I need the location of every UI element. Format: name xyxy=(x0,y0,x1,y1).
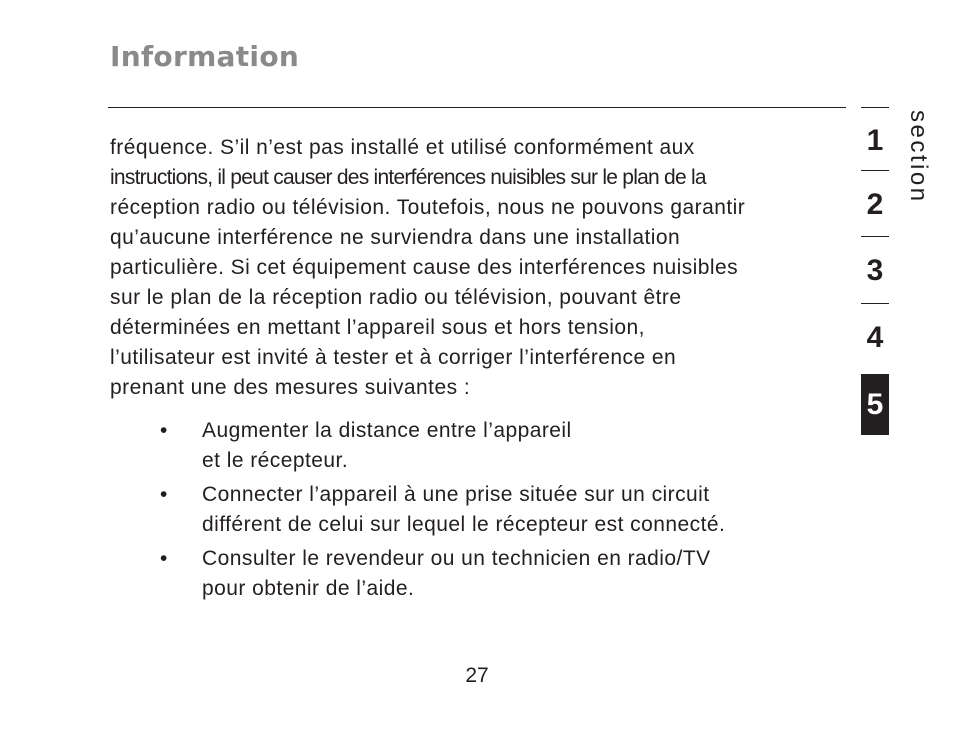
section-tab-3[interactable]: 3 xyxy=(866,254,884,287)
section-divider xyxy=(861,236,889,237)
bullet-marker: • xyxy=(160,547,168,570)
body-line: réception radio ou télévision. Toutefois, nous ne pouvons garantir xyxy=(110,196,746,219)
list-item-line: différent de celui sur lequel le récepteur est connecté. xyxy=(202,513,726,536)
section-tab-2[interactable]: 2 xyxy=(866,188,884,221)
list-item-line: Consulter le revendeur ou un technicien en radio/TV xyxy=(202,547,711,570)
bullet-list xyxy=(160,416,860,608)
body-line: sur le plan de la réception radio ou télévision, pouvant être xyxy=(110,286,682,309)
section-tab-4[interactable]: 4 xyxy=(866,321,884,354)
bullet-marker: • xyxy=(160,483,168,506)
section-divider xyxy=(861,303,889,304)
header-divider xyxy=(108,107,846,108)
body-paragraph xyxy=(110,133,850,403)
list-item-line: Augmenter la distance entre l’appareil xyxy=(202,419,572,442)
list-item-line: Connecter l’appareil à une prise située sur un circuit xyxy=(202,483,710,506)
list-item-line: et le récepteur. xyxy=(202,449,349,472)
section-label: section xyxy=(905,110,932,204)
list-item-line: pour obtenir de l’aide. xyxy=(202,577,415,600)
section-divider xyxy=(861,107,889,108)
list-item xyxy=(160,544,860,604)
list-item xyxy=(160,480,860,540)
body-line: prenant une des mesures suivantes : xyxy=(110,376,471,399)
body-line: qu’aucune interférence ne surviendra dans une installation xyxy=(110,226,681,249)
body-line: l’utilisateur est invité à tester et à corriger l’interférence en xyxy=(110,346,677,369)
body-line: particulière. Si cet équipement cause des interférences nuisibles xyxy=(110,256,739,279)
section-tab-1[interactable]: 1 xyxy=(866,124,884,157)
page-number: 27 xyxy=(465,664,489,687)
list-item xyxy=(160,416,860,476)
body-line: instructions, il peut causer des interférences nuisibles sur le plan de la xyxy=(110,166,706,189)
section-tab-5[interactable]: 5 xyxy=(861,374,889,435)
body-line: déterminées en mettant l’appareil sous et hors tension, xyxy=(110,316,645,339)
section-divider xyxy=(861,170,889,171)
page-title: Information xyxy=(110,40,300,73)
body-line: fréquence. S’il n’est pas installé et utilisé conformément aux xyxy=(110,136,695,159)
bullet-marker: • xyxy=(160,419,168,442)
